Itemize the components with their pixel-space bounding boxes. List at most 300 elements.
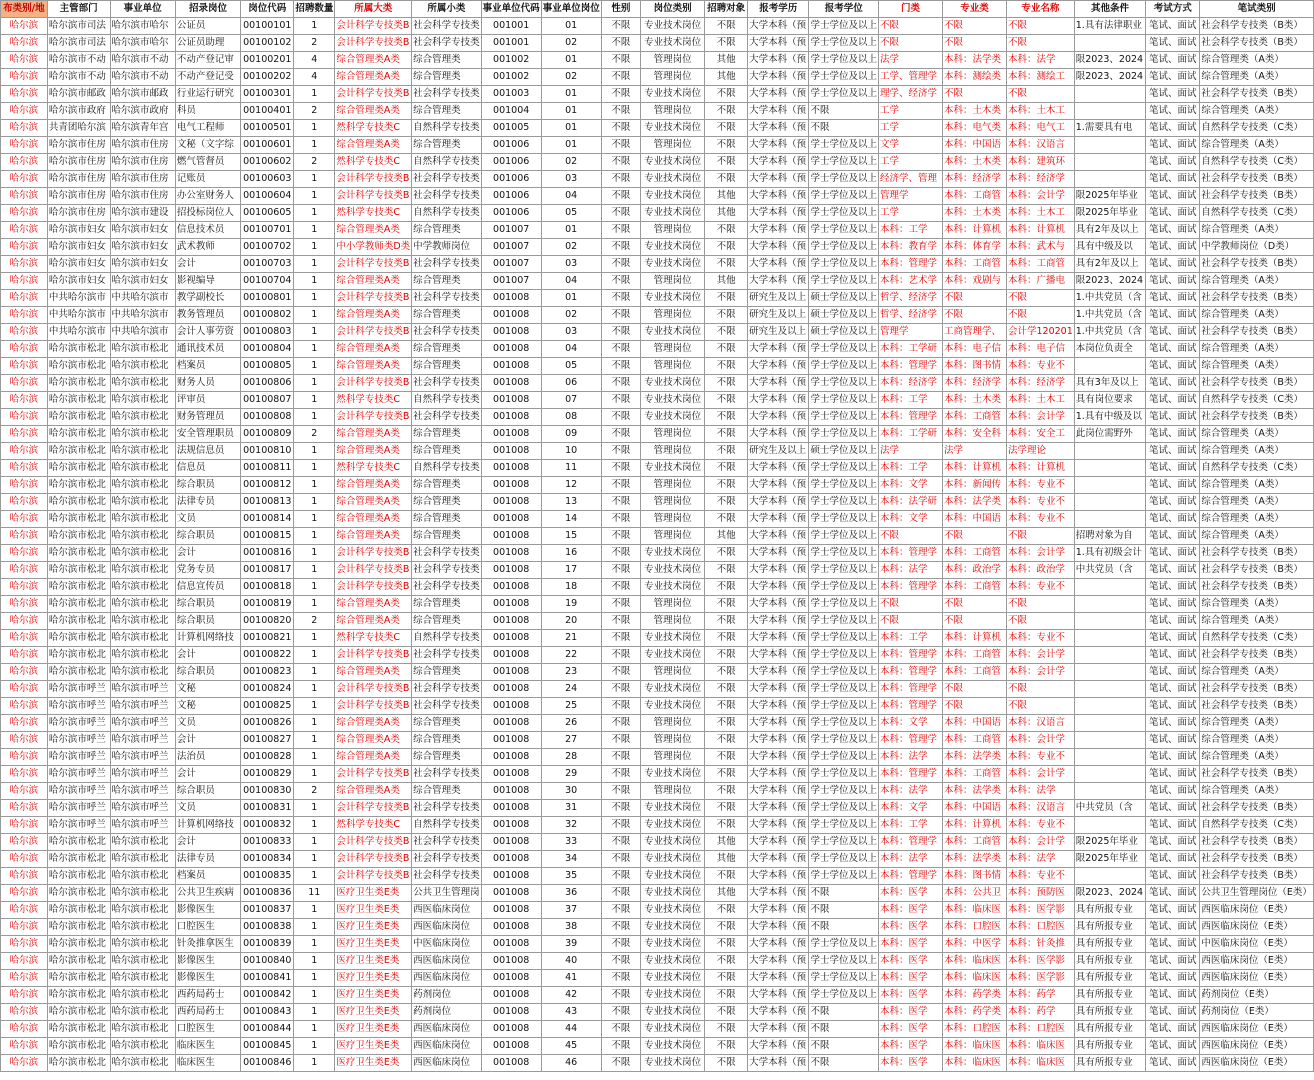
table-cell[interactable]: 23 xyxy=(541,664,601,681)
table-cell[interactable]: 大学本科（预 xyxy=(748,205,809,222)
table-cell[interactable]: 专业技术岗位 xyxy=(641,579,705,596)
table-cell[interactable]: 本科：经济学 xyxy=(1006,375,1074,392)
table-cell[interactable]: 不限 xyxy=(601,817,640,834)
table-cell[interactable]: 本科：建筑环 xyxy=(1006,154,1074,171)
table-cell[interactable]: 专业技术岗位 xyxy=(641,698,705,715)
table-cell[interactable]: 不限 xyxy=(601,834,640,851)
table-cell[interactable]: 综合管理类（A类） xyxy=(1200,443,1314,460)
table-cell[interactable]: 00100605 xyxy=(241,205,294,222)
table-cell[interactable]: 笔试、面试 xyxy=(1146,460,1200,477)
table-cell[interactable]: 哲学、经济学 xyxy=(878,307,942,324)
table-cell[interactable]: 不限 xyxy=(705,18,748,35)
table-cell[interactable]: 笔试、面试 xyxy=(1146,120,1200,137)
table-cell[interactable]: 综合管理类A类 xyxy=(335,222,412,239)
column-header[interactable]: 笔试类别 xyxy=(1200,1,1314,18)
table-cell[interactable]: 00100823 xyxy=(241,664,294,681)
table-cell[interactable]: 哈尔滨 xyxy=(1,273,48,290)
table-cell[interactable]: 本科：文学 xyxy=(878,511,942,528)
table-row[interactable] xyxy=(1,188,1314,205)
table-cell[interactable]: 哈尔滨市松北 xyxy=(110,341,175,358)
table-cell[interactable]: 不限 xyxy=(809,885,879,902)
table-cell[interactable]: 00100704 xyxy=(241,273,294,290)
table-row[interactable] xyxy=(1,647,1314,664)
table-cell[interactable]: 4 xyxy=(294,52,335,69)
table-cell[interactable]: 哈尔滨市松北 xyxy=(110,1038,175,1055)
table-row[interactable] xyxy=(1,341,1314,358)
table-cell[interactable]: 公共卫生管理岗 xyxy=(412,885,482,902)
table-cell[interactable]: 本科：广播电 xyxy=(1006,273,1074,290)
table-cell[interactable]: 医疗卫生类E类 xyxy=(335,885,412,902)
table-cell[interactable]: 1 xyxy=(294,596,335,613)
table-cell[interactable]: 笔试、面试 xyxy=(1146,800,1200,817)
table-cell[interactable]: 1 xyxy=(294,630,335,647)
table-cell[interactable]: 本科：专业不 xyxy=(1006,749,1074,766)
table-cell[interactable]: 本科：会计学 xyxy=(1006,766,1074,783)
table-cell[interactable]: 社会科学专技类 xyxy=(412,579,482,596)
table-cell[interactable]: 不限 xyxy=(705,1021,748,1038)
table-cell[interactable]: 具有所报专业 xyxy=(1074,919,1145,936)
table-cell[interactable]: 中共哈尔滨市 xyxy=(47,290,110,307)
table-cell[interactable]: 专业技术岗位 xyxy=(641,1004,705,1021)
table-cell[interactable]: 综合管理类A类 xyxy=(335,528,412,545)
table-cell[interactable]: 综合管理类 xyxy=(412,664,482,681)
table-cell[interactable]: 不限 xyxy=(601,800,640,817)
table-cell[interactable]: 专业技术岗位 xyxy=(641,545,705,562)
table-cell[interactable]: 1.需要具有电 xyxy=(1074,120,1145,137)
table-cell[interactable]: 001008 xyxy=(481,953,541,970)
table-cell[interactable]: 学士学位及以上 xyxy=(809,205,879,222)
table-cell[interactable]: 笔试、面试 xyxy=(1146,613,1200,630)
table-cell[interactable]: 哈尔滨 xyxy=(1,545,48,562)
table-cell[interactable]: 工商管理学、 xyxy=(942,324,1006,341)
table-cell[interactable]: 不限 xyxy=(601,953,640,970)
table-cell[interactable]: 社会科学专技类 xyxy=(412,409,482,426)
table-cell[interactable]: 哈尔滨 xyxy=(1,579,48,596)
table-cell[interactable]: 11 xyxy=(294,885,335,902)
table-cell[interactable]: 学士学位及以上 xyxy=(809,154,879,171)
table-cell[interactable]: 中医临床岗位（E类） xyxy=(1200,936,1314,953)
table-cell[interactable]: 笔试、面试 xyxy=(1146,783,1200,800)
table-cell[interactable]: 文员 xyxy=(175,715,240,732)
table-cell[interactable]: 西医临床岗位 xyxy=(412,919,482,936)
table-cell[interactable]: 1 xyxy=(294,188,335,205)
table-cell[interactable]: 不限 xyxy=(601,392,640,409)
table-cell[interactable]: 本科：预防医 xyxy=(1006,885,1074,902)
table-row[interactable] xyxy=(1,1004,1314,1021)
table-cell[interactable]: 001008 xyxy=(481,987,541,1004)
table-cell[interactable]: 09 xyxy=(541,426,601,443)
table-cell[interactable]: 专业技术岗位 xyxy=(641,800,705,817)
table-cell[interactable]: 1.中共党员（含 xyxy=(1074,290,1145,307)
table-cell[interactable]: 00100603 xyxy=(241,171,294,188)
table-cell[interactable]: 安全管理职员 xyxy=(175,426,240,443)
table-cell[interactable]: 不限 xyxy=(1006,290,1074,307)
table-cell[interactable]: 专业技术岗位 xyxy=(641,885,705,902)
table-cell[interactable]: 本科：经济学 xyxy=(942,171,1006,188)
table-cell[interactable]: 不限 xyxy=(705,766,748,783)
table-cell[interactable]: 其他 xyxy=(705,528,748,545)
table-cell[interactable]: 大学本科（预 xyxy=(748,52,809,69)
table-cell[interactable]: 不限 xyxy=(601,596,640,613)
table-cell[interactable]: 社会科学专技类 xyxy=(412,324,482,341)
table-cell[interactable]: 笔试、面试 xyxy=(1146,154,1200,171)
table-cell[interactable]: 哈尔滨市妇女 xyxy=(47,222,110,239)
table-row[interactable] xyxy=(1,613,1314,630)
table-cell[interactable]: 001006 xyxy=(481,205,541,222)
table-cell[interactable]: 哈尔滨市松北 xyxy=(110,562,175,579)
table-cell[interactable]: 哈尔滨市松北 xyxy=(110,392,175,409)
table-cell[interactable]: 自然科学专技类（C类） xyxy=(1200,120,1314,137)
table-cell[interactable]: 综合管理类A类 xyxy=(335,358,412,375)
table-cell[interactable]: 会计科学专技类B xyxy=(335,409,412,426)
table-cell[interactable]: 哈尔滨市不动 xyxy=(110,69,175,86)
table-cell[interactable]: 本科：口腔医 xyxy=(1006,919,1074,936)
table-row[interactable] xyxy=(1,698,1314,715)
table-cell[interactable]: 本科：管理学 xyxy=(878,545,942,562)
table-cell[interactable]: 管理岗位 xyxy=(641,307,705,324)
table-row[interactable] xyxy=(1,324,1314,341)
table-cell[interactable]: 西医临床岗位 xyxy=(412,953,482,970)
table-cell[interactable]: 综合管理类 xyxy=(412,732,482,749)
table-cell[interactable]: 综合管理类 xyxy=(412,494,482,511)
table-cell[interactable]: 哈尔滨市不动 xyxy=(110,52,175,69)
table-cell[interactable]: 会计科学专技类B xyxy=(335,35,412,52)
table-cell[interactable]: 00100838 xyxy=(241,919,294,936)
table-cell[interactable]: 工学、管理学 xyxy=(878,69,942,86)
table-cell[interactable]: 哈尔滨市松北 xyxy=(110,987,175,1004)
table-cell[interactable]: 综合管理类 xyxy=(412,222,482,239)
table-cell[interactable]: 不限 xyxy=(601,987,640,1004)
table-cell[interactable]: 文员 xyxy=(175,800,240,817)
table-cell[interactable]: 哈尔滨市松北 xyxy=(110,477,175,494)
table-cell[interactable]: 08 xyxy=(541,409,601,426)
table-cell[interactable]: 哈尔滨市松北 xyxy=(47,596,110,613)
table-cell[interactable]: 综合管理类A类 xyxy=(335,103,412,120)
table-cell[interactable]: 本科：医学 xyxy=(878,902,942,919)
table-row[interactable] xyxy=(1,970,1314,987)
table-cell[interactable]: 不限 xyxy=(601,1038,640,1055)
table-cell[interactable]: 大学本科（预 xyxy=(748,732,809,749)
table-cell[interactable]: 硕士学位及以上 xyxy=(809,443,879,460)
table-cell[interactable]: 笔试、面试 xyxy=(1146,851,1200,868)
table-cell[interactable] xyxy=(1074,868,1145,885)
table-cell[interactable]: 不限 xyxy=(601,69,640,86)
table-cell[interactable]: 不限 xyxy=(705,800,748,817)
table-cell[interactable]: 药剂岗位（E类） xyxy=(1200,987,1314,1004)
table-cell[interactable]: 专业技术岗位 xyxy=(641,834,705,851)
table-cell[interactable]: 学士学位及以上 xyxy=(809,817,879,834)
table-cell[interactable]: 哈尔滨市妇女 xyxy=(47,273,110,290)
table-cell[interactable]: 社会科学专技类 xyxy=(412,851,482,868)
table-cell[interactable]: 综合管理类（A类） xyxy=(1200,613,1314,630)
table-cell[interactable]: 本科：土木工 xyxy=(1006,205,1074,222)
table-cell[interactable]: 法律专员 xyxy=(175,494,240,511)
table-cell[interactable]: 22 xyxy=(541,647,601,664)
table-cell[interactable]: 中共哈尔滨市 xyxy=(47,324,110,341)
table-cell[interactable]: 不限 xyxy=(601,205,640,222)
table-cell[interactable]: 医疗卫生类E类 xyxy=(335,919,412,936)
table-cell[interactable]: 本科：管理学 xyxy=(878,834,942,851)
table-cell[interactable]: 自然科学专技类 xyxy=(412,630,482,647)
table-cell[interactable]: 专业技术岗位 xyxy=(641,409,705,426)
table-cell[interactable]: 哈尔滨市松北 xyxy=(47,528,110,545)
table-cell[interactable]: 不限 xyxy=(705,664,748,681)
table-cell[interactable]: 1 xyxy=(294,715,335,732)
table-cell[interactable]: 笔试、面试 xyxy=(1146,987,1200,1004)
table-cell[interactable]: 本科：会计学 xyxy=(1006,188,1074,205)
table-cell[interactable]: 哈尔滨市呼兰 xyxy=(110,698,175,715)
table-cell[interactable]: 本科：医学 xyxy=(878,1004,942,1021)
table-cell[interactable]: 学士学位及以上 xyxy=(809,511,879,528)
table-cell[interactable]: 38 xyxy=(541,919,601,936)
table-cell[interactable]: 武术教师 xyxy=(175,239,240,256)
table-cell[interactable]: 00100819 xyxy=(241,596,294,613)
table-cell[interactable]: 本科：工学 xyxy=(878,222,942,239)
table-cell[interactable]: 2 xyxy=(294,35,335,52)
table-cell[interactable]: 不限 xyxy=(601,902,640,919)
table-cell[interactable]: 管理岗位 xyxy=(641,103,705,120)
column-header[interactable]: 门类 xyxy=(878,1,942,18)
table-cell[interactable]: 临床医生 xyxy=(175,1038,240,1055)
table-cell[interactable]: 不限 xyxy=(705,749,748,766)
table-cell[interactable] xyxy=(1074,137,1145,154)
table-cell[interactable]: 学士学位及以上 xyxy=(809,868,879,885)
table-cell[interactable]: 哈尔滨市松北 xyxy=(47,970,110,987)
table-cell[interactable]: 笔试、面试 xyxy=(1146,885,1200,902)
table-cell[interactable]: 001008 xyxy=(481,970,541,987)
column-header[interactable]: 事业单位代码 xyxy=(481,1,541,18)
table-cell[interactable]: 自然科学专技类（C类） xyxy=(1200,817,1314,834)
table-cell[interactable]: 综合管理类（A类） xyxy=(1200,477,1314,494)
table-cell[interactable]: 不限 xyxy=(705,120,748,137)
table-cell[interactable]: 1 xyxy=(294,919,335,936)
table-cell[interactable]: 001008 xyxy=(481,1038,541,1055)
table-cell[interactable]: 笔试、面试 xyxy=(1146,511,1200,528)
table-cell[interactable]: 笔试、面试 xyxy=(1146,1038,1200,1055)
table-row[interactable] xyxy=(1,630,1314,647)
table-cell[interactable]: 本科：法学类 xyxy=(942,749,1006,766)
table-cell[interactable]: 哈尔滨市松北 xyxy=(47,562,110,579)
table-cell[interactable]: 不限 xyxy=(705,511,748,528)
table-cell[interactable]: 自然科学专技类（C类） xyxy=(1200,460,1314,477)
table-cell[interactable]: 不限 xyxy=(601,120,640,137)
table-cell[interactable]: 001004 xyxy=(481,103,541,120)
table-cell[interactable]: 哈尔滨 xyxy=(1,936,48,953)
table-cell[interactable] xyxy=(1074,749,1145,766)
table-cell[interactable]: 学士学位及以上 xyxy=(809,698,879,715)
table-cell[interactable]: 37 xyxy=(541,902,601,919)
table-cell[interactable]: 哈尔滨市哈尔 xyxy=(110,35,175,52)
table-cell[interactable]: 不限 xyxy=(809,120,879,137)
table-cell[interactable]: 中共哈尔滨市 xyxy=(110,307,175,324)
table-cell[interactable]: 管理岗位 xyxy=(641,52,705,69)
table-cell[interactable]: 本科：工学 xyxy=(878,817,942,834)
table-cell[interactable]: 001008 xyxy=(481,1055,541,1072)
table-cell[interactable]: 不限 xyxy=(705,171,748,188)
table-cell[interactable]: 社会科学专技类（B类） xyxy=(1200,545,1314,562)
table-cell[interactable]: 学士学位及以上 xyxy=(809,970,879,987)
table-cell[interactable]: 专业技术岗位 xyxy=(641,630,705,647)
table-cell[interactable]: 医疗卫生类E类 xyxy=(335,970,412,987)
table-cell[interactable]: 综合管理类A类 xyxy=(335,613,412,630)
table-cell[interactable]: 1 xyxy=(294,834,335,851)
table-cell[interactable]: 本科：计算机 xyxy=(942,817,1006,834)
table-cell[interactable]: 专业技术岗位 xyxy=(641,375,705,392)
table-cell[interactable]: 笔试、面试 xyxy=(1146,698,1200,715)
table-cell[interactable]: 本科：医学 xyxy=(878,1021,942,1038)
table-cell[interactable]: 然科学专技类C xyxy=(335,205,412,222)
table-row[interactable] xyxy=(1,1021,1314,1038)
table-cell[interactable]: 哈尔滨市松北 xyxy=(110,1004,175,1021)
table-cell[interactable]: 00100829 xyxy=(241,766,294,783)
table-cell[interactable]: 本科：临床医 xyxy=(1006,1055,1074,1072)
table-cell[interactable]: 1 xyxy=(294,460,335,477)
table-cell[interactable]: 电气工程师 xyxy=(175,120,240,137)
table-cell[interactable]: 大学本科（预 xyxy=(748,392,809,409)
table-cell[interactable]: 哈尔滨市妇女 xyxy=(110,273,175,290)
table-cell[interactable]: 西医临床岗位（E类） xyxy=(1200,953,1314,970)
table-cell[interactable]: 笔试、面试 xyxy=(1146,358,1200,375)
table-cell[interactable]: 001008 xyxy=(481,800,541,817)
table-cell[interactable]: 综合管理类（A类） xyxy=(1200,341,1314,358)
table-cell[interactable]: 笔试、面试 xyxy=(1146,290,1200,307)
table-row[interactable] xyxy=(1,919,1314,936)
table-cell[interactable]: 综合管理类 xyxy=(412,783,482,800)
table-cell[interactable]: 哈尔滨 xyxy=(1,698,48,715)
table-cell[interactable]: 综合职员 xyxy=(175,477,240,494)
table-cell[interactable]: 档案员 xyxy=(175,868,240,885)
table-cell[interactable]: 学士学位及以上 xyxy=(809,766,879,783)
table-cell[interactable]: 本科：临床医 xyxy=(942,1055,1006,1072)
table-cell[interactable]: 00100840 xyxy=(241,953,294,970)
table-cell[interactable]: 自然科学专技类（C类） xyxy=(1200,205,1314,222)
table-cell[interactable]: 综合管理类A类 xyxy=(335,69,412,86)
table-cell[interactable]: 会计科学专技类B xyxy=(335,18,412,35)
table-cell[interactable]: 哈尔滨 xyxy=(1,766,48,783)
table-cell[interactable]: 笔试、面试 xyxy=(1146,970,1200,987)
table-cell[interactable]: 00100801 xyxy=(241,290,294,307)
table-cell[interactable]: 综合管理类A类 xyxy=(335,783,412,800)
table-cell[interactable]: 哈尔滨市松北 xyxy=(110,953,175,970)
table-cell[interactable]: 001008 xyxy=(481,528,541,545)
table-cell[interactable]: 00100813 xyxy=(241,494,294,511)
table-cell[interactable]: 哈尔滨市松北 xyxy=(47,1055,110,1072)
table-cell[interactable]: 大学本科（预 xyxy=(748,1021,809,1038)
table-cell[interactable]: 会计 xyxy=(175,732,240,749)
table-cell[interactable]: 本科：会计学 xyxy=(1006,834,1074,851)
table-cell[interactable]: 综合管理类 xyxy=(412,52,482,69)
table-cell[interactable]: 哈尔滨市松北 xyxy=(110,511,175,528)
table-cell[interactable]: 管理岗位 xyxy=(641,273,705,290)
table-cell[interactable]: 40 xyxy=(541,953,601,970)
table-cell[interactable]: 12 xyxy=(541,477,601,494)
table-cell[interactable]: 本科：政治学 xyxy=(942,562,1006,579)
column-header[interactable]: 所属小类 xyxy=(412,1,482,18)
table-cell[interactable] xyxy=(1074,630,1145,647)
table-row[interactable] xyxy=(1,817,1314,834)
table-cell[interactable]: 笔试、面试 xyxy=(1146,137,1200,154)
table-cell[interactable]: 本科：临床医 xyxy=(1006,1038,1074,1055)
table-cell[interactable]: 不限 xyxy=(601,239,640,256)
table-cell[interactable]: 具有2年及以上 xyxy=(1074,256,1145,273)
table-cell[interactable]: 大学本科（预 xyxy=(748,358,809,375)
table-cell[interactable]: 本科：管理学 xyxy=(878,579,942,596)
table-row[interactable] xyxy=(1,69,1314,86)
table-cell[interactable]: 医疗卫生类E类 xyxy=(335,1055,412,1072)
table-cell[interactable]: 00100604 xyxy=(241,188,294,205)
table-cell[interactable]: 本科：医学 xyxy=(878,919,942,936)
table-cell[interactable]: 哈尔滨市松北 xyxy=(47,1038,110,1055)
table-cell[interactable]: 社会科学专技类（B类） xyxy=(1200,681,1314,698)
table-cell[interactable]: 管理岗位 xyxy=(641,341,705,358)
table-cell[interactable]: 哈尔滨 xyxy=(1,358,48,375)
table-cell[interactable]: 001008 xyxy=(481,358,541,375)
table-cell[interactable]: 会计科学专技类B xyxy=(335,86,412,103)
table-cell[interactable]: 45 xyxy=(541,1038,601,1055)
table-cell[interactable]: 社会科学专技类 xyxy=(412,800,482,817)
table-cell[interactable]: 笔试、面试 xyxy=(1146,409,1200,426)
table-cell[interactable] xyxy=(1074,86,1145,103)
table-cell[interactable]: 本科：法学 xyxy=(878,783,942,800)
table-cell[interactable]: 00100831 xyxy=(241,800,294,817)
table-cell[interactable]: 不限 xyxy=(601,749,640,766)
table-cell[interactable]: 1 xyxy=(294,1055,335,1072)
table-cell[interactable]: 具有所报专业 xyxy=(1074,987,1145,1004)
table-cell[interactable]: 综合管理类A类 xyxy=(335,341,412,358)
table-cell[interactable]: 不限 xyxy=(601,426,640,443)
table-cell[interactable]: 00100844 xyxy=(241,1021,294,1038)
table-row[interactable] xyxy=(1,307,1314,324)
table-cell[interactable]: 计算机网络技 xyxy=(175,630,240,647)
table-row[interactable] xyxy=(1,290,1314,307)
table-cell[interactable]: 综合管理类A类 xyxy=(335,52,412,69)
table-cell[interactable]: 限2023、2024 xyxy=(1074,52,1145,69)
table-cell[interactable]: 影视编导 xyxy=(175,273,240,290)
column-header[interactable]: 招聘对象 xyxy=(705,1,748,18)
table-cell[interactable]: 综合管理类A类 xyxy=(335,596,412,613)
table-cell[interactable]: 笔试、面试 xyxy=(1146,426,1200,443)
table-cell[interactable]: 专业技术岗位 xyxy=(641,562,705,579)
table-cell[interactable]: 社会科学专技类 xyxy=(412,171,482,188)
table-cell[interactable]: 1 xyxy=(294,273,335,290)
table-cell[interactable]: 笔试、面试 xyxy=(1146,953,1200,970)
table-cell[interactable]: 哈尔滨 xyxy=(1,341,48,358)
table-cell[interactable]: 社会科学专技类 xyxy=(412,35,482,52)
table-cell[interactable]: 哈尔滨市松北 xyxy=(110,1021,175,1038)
table-cell[interactable]: 43 xyxy=(541,1004,601,1021)
table-row[interactable] xyxy=(1,18,1314,35)
table-cell[interactable]: 001008 xyxy=(481,511,541,528)
table-cell[interactable]: 001007 xyxy=(481,239,541,256)
table-cell[interactable]: 综合管理类A类 xyxy=(335,426,412,443)
table-cell[interactable]: 中学教师岗位（D类） xyxy=(1200,239,1314,256)
table-cell[interactable]: 哈尔滨 xyxy=(1,18,48,35)
table-cell[interactable]: 其他 xyxy=(705,834,748,851)
table-cell[interactable]: 学士学位及以上 xyxy=(809,545,879,562)
table-cell[interactable] xyxy=(1074,494,1145,511)
table-cell[interactable]: 001008 xyxy=(481,613,541,630)
table-cell[interactable]: 哈尔滨 xyxy=(1,205,48,222)
table-cell[interactable]: 哈尔滨市松北 xyxy=(47,409,110,426)
table-cell[interactable]: 具有所报专业 xyxy=(1074,1004,1145,1021)
table-cell[interactable]: 不限 xyxy=(705,902,748,919)
table-row[interactable] xyxy=(1,426,1314,443)
table-cell[interactable]: 不限 xyxy=(705,137,748,154)
table-cell[interactable]: 公共卫生管理岗位（E类） xyxy=(1200,885,1314,902)
table-cell[interactable]: 001002 xyxy=(481,69,541,86)
table-cell[interactable]: 哈尔滨市松北 xyxy=(47,358,110,375)
table-cell[interactable]: 大学本科（预 xyxy=(748,511,809,528)
